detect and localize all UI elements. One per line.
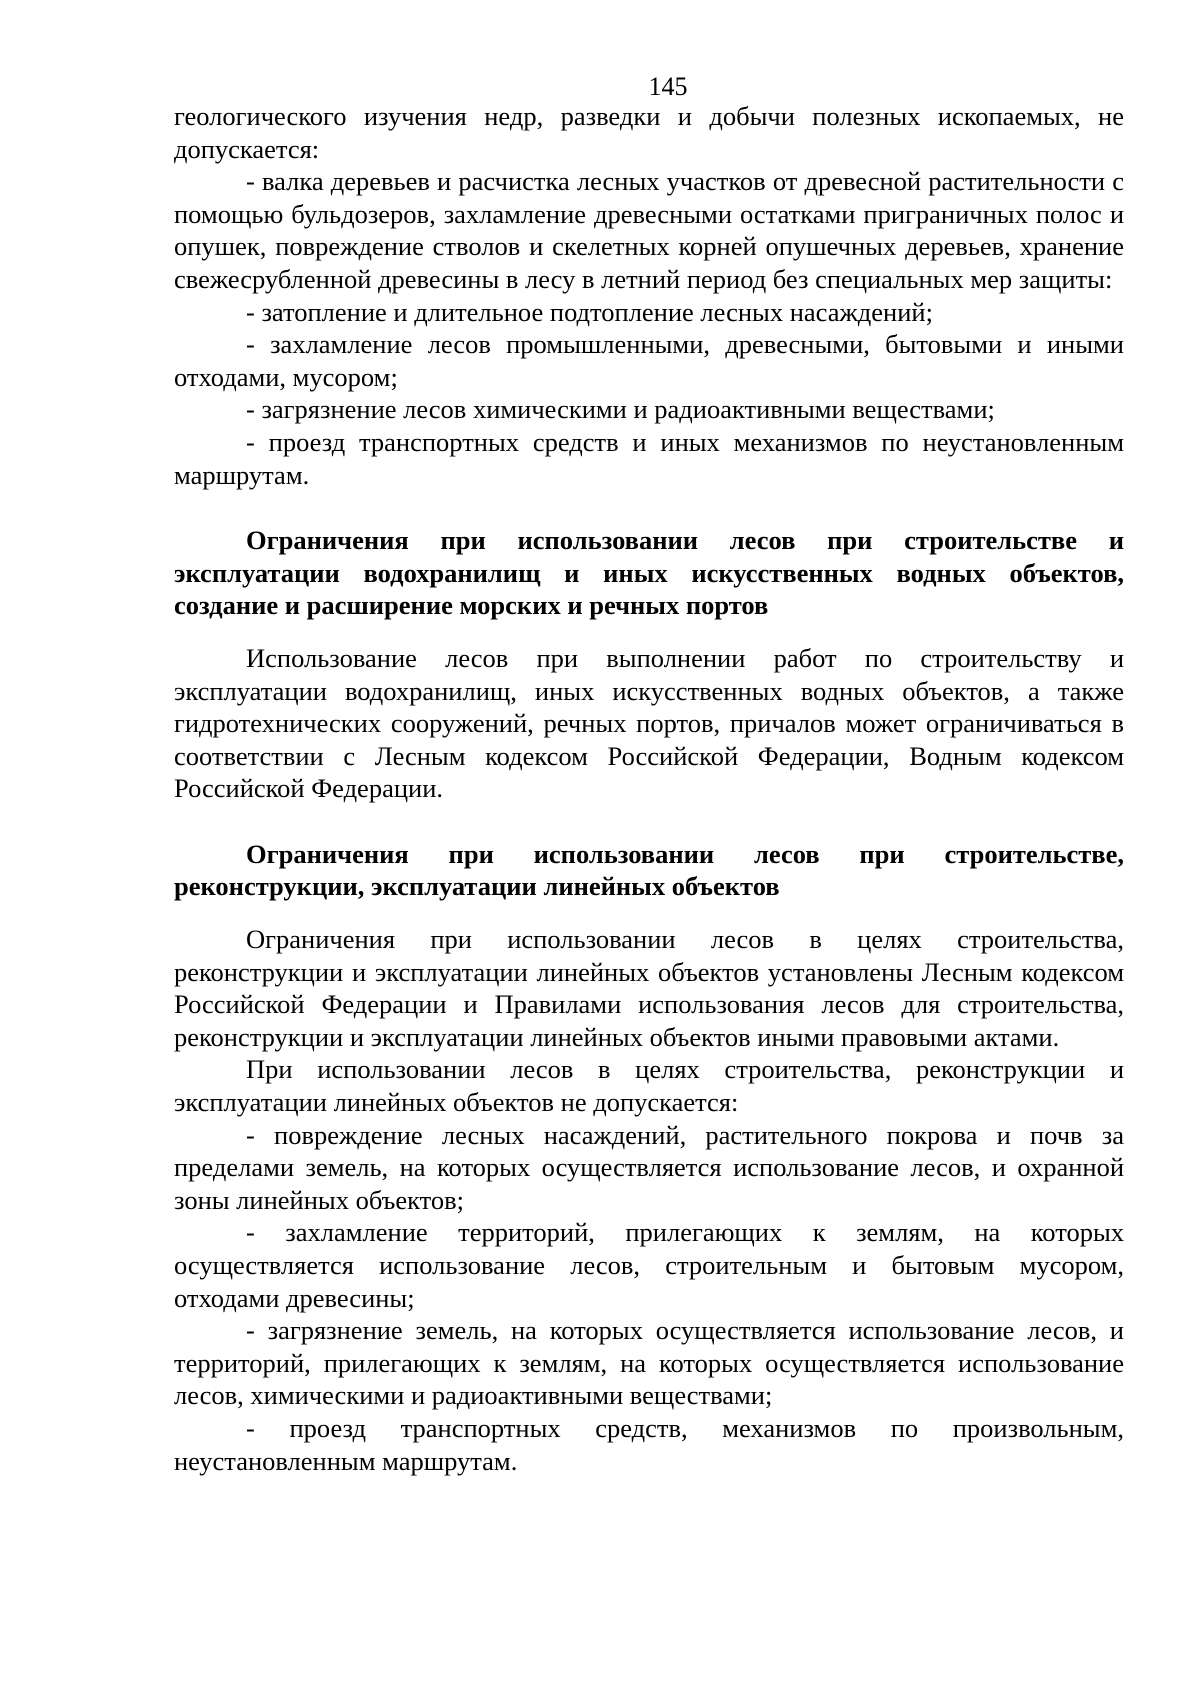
section-heading-linear-objects: Ограничения при использовании лесов при строительстве, реконструкции, эксплуатации линейных объектов [174, 838, 1124, 902]
spacer [174, 805, 1124, 838]
paragraph-intro-continuation: геологического изучения недр, разведки и добычи полезных ископаемых, не допускается: [174, 101, 1124, 164]
spacer [174, 622, 1124, 642]
document-body [174, 100, 1124, 1477]
section-heading-reservoirs: Ограничения при использовании лесов при строительстве и эксплуатации водохранилищ и иных искусственных водных объектов, создание и расширение морских и речных портов [174, 525, 1124, 621]
list-item-pollution: - загрязнение лесов химическими и радиоактивными веществами; [246, 394, 995, 425]
list-item-littering: - захламление лесов промышленными, древесными, бытовыми и иными отходами, мусором; [174, 329, 1124, 392]
paragraph-linear-objects-prohibited: При использовании лесов в целях строительства, реконструкции и эксплуатации линейных объектов не допускается: [174, 1054, 1124, 1118]
list-item-arbitrary-routes: - проезд транспортных средств, механизмов по произвольным, неустановленным маршрутам. [174, 1412, 1124, 1476]
list-item-land-pollution: - загрязнение земель, на которых осуществляется использование лесов, и территорий, прилегающих к землям, на которых осуществляется использование лесов, химическими и радиоактивными веществами; [174, 1315, 1124, 1411]
list-item-tree-felling: - валка деревьев и расчистка лесных участков от древесной растительности с помощью бульдозеров, захламление древесными остатками приграничных полос и опушек, повреждение стволов и скелетных корней опушечных деревьев, хранение свежесрубленной древесины в лесу в летний период без специальных мер защиты: [174, 166, 1124, 294]
list-item-vehicle-passage: - проезд транспортных средств и иных механизмов по неустановленным маршрутам. [174, 426, 1124, 490]
list-item-damage: - повреждение лесных насаждений, растительного покрова и почв за пределами земель, на которых осуществляется использование лесов, и охранной зоны линейных объектов; [174, 1119, 1124, 1215]
paragraph-reservoirs: Использование лесов при выполнении работ по строительству и эксплуатации водохранилищ, иных искусственных водных объектов, а также гидротехнических сооружений, речных портов, причалов может ограничиваться в соответствии с Лесным кодексом Российской Федерации, Водным кодексом Российской Федерации. [174, 642, 1124, 804]
list-item-flooding: - затопление и длительное подтопление лесных насаждений; [246, 296, 933, 327]
spacer [174, 491, 1124, 524]
page-number: 145 [648, 72, 688, 101]
spacer [174, 903, 1124, 923]
list-item-territory-littering: - захламление территорий, прилегающих к землям, на которых осуществляется использование лесов, строительным и бытовым мусором, отходами древесины; [174, 1217, 1124, 1313]
paragraph-linear-objects-rules: Ограничения при использовании лесов в целях строительства, реконструкции и эксплуатации линейных объектов установлены Лесным кодексом Российской Федерации и Правилами использования лесов для строительства, реконструкции и эксплуатации линейных объектов иными правовыми актами. [174, 924, 1124, 1052]
